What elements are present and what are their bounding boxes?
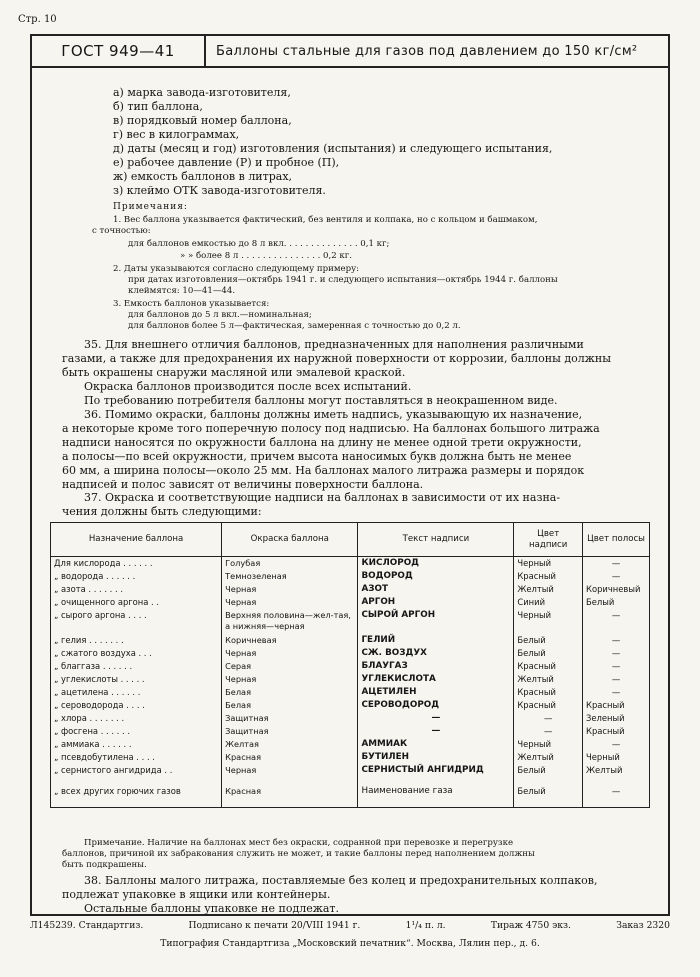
cell-stripe-color: — (583, 686, 650, 699)
cell-stripe-color: Черный (583, 751, 650, 764)
cell-stripe-color: — (583, 570, 650, 583)
cell-letter-color: Белый (514, 764, 583, 777)
paragraph-line: По требованию потребителя баллоны могут поставляться в неокрашенном виде. (84, 394, 558, 407)
cell-paint: Верхняя половина—жел-тая, а нижняя—черная (222, 609, 358, 634)
cell-letter-color: Красный (514, 686, 583, 699)
table-row (51, 712, 650, 725)
cell-letter-color: Синий (514, 596, 583, 609)
cell-stripe-color: Белый (583, 596, 650, 609)
list-item: з) клеймо ОТК завода-изготовителя. (113, 184, 326, 197)
table-row (51, 634, 650, 647)
cell-purpose: „ углекислоты . . . . . (51, 673, 222, 686)
cell-inscription: Наименование газа (358, 777, 514, 807)
table-row (51, 751, 650, 764)
imprint-sheets: 1¹/₄ п. л. (405, 920, 446, 931)
cell-paint: Серая (222, 660, 358, 673)
printer-line: Типография Стандартгиза „Московский печатник“. Москва, Лялин пер., д. 6. (160, 938, 540, 949)
imprint-order: Л145239. Стандартгиз. (30, 920, 144, 931)
paragraph-line: 35. Для внешнего отличия баллонов, предназначенных для наполнения различными (84, 338, 584, 351)
cell-inscription: АРГОН (358, 596, 514, 609)
cell-purpose: „ сероводорода . . . . (51, 699, 222, 712)
imprint-signed: Подписано к печати 20/VIII 1941 г. (188, 920, 361, 931)
cell-stripe-color: — (583, 647, 650, 660)
paragraph-line: а некоторые кроме того поперечную полосу под надписью. На баллонах большого литража (62, 422, 600, 435)
paragraph-line: 38. Баллоны малого литража, поставляемые без колец и предохранительных колпаков, (84, 874, 598, 887)
cell-stripe-color: Красный (583, 725, 650, 738)
table-row (51, 699, 650, 712)
cell-paint: Черная (222, 596, 358, 609)
cell-letter-color: Белый (514, 647, 583, 660)
table-row (51, 725, 650, 738)
table-row (51, 647, 650, 660)
cell-purpose: „ очищенного аргона . . (51, 596, 222, 609)
list-item: в) порядковый номер баллона, (113, 114, 292, 127)
cell-purpose: „ всех других горючих газов (51, 777, 222, 807)
cell-purpose: „ фосгена . . . . . . (51, 725, 222, 738)
list-item: е) рабочее давление (Р) и пробное (П), (113, 156, 340, 169)
cell-paint: Черная (222, 764, 358, 777)
cell-paint: Защитная (222, 712, 358, 725)
cell-purpose: „ водорода . . . . . . (51, 570, 222, 583)
cell-purpose: „ сернистого ангидрида . . (51, 764, 222, 777)
cell-paint: Красная (222, 777, 358, 807)
note-text: Примечание. Наличие на баллонах мест без окраски, содранной при перевозке и перегрузке (84, 838, 514, 848)
cell-paint: Белая (222, 686, 358, 699)
cell-letter-color: Желтый (514, 673, 583, 686)
table-row (51, 570, 650, 583)
cell-letter-color: — (514, 725, 583, 738)
cell-letter-color: Желтый (514, 583, 583, 596)
cell-inscription: ВОДОРОД (358, 570, 514, 583)
note-text: » » более 8 л . . . . . . . . . . . . . . . 0,2 кг. (180, 251, 353, 261)
cell-stripe-color: — (583, 609, 650, 634)
cell-stripe-color: — (583, 660, 650, 673)
table-row (51, 609, 650, 634)
cell-letter-color: — (514, 712, 583, 725)
cylinder-coloring-table (50, 522, 650, 808)
col-header-text: Текст надписи (358, 523, 514, 557)
cell-stripe-color: — (583, 557, 650, 571)
table-row (51, 660, 650, 673)
table-row (51, 583, 650, 596)
cell-letter-color: Красный (514, 570, 583, 583)
notes-heading: Примечания: (113, 202, 188, 212)
cell-purpose: „ псевдобутилена . . . . (51, 751, 222, 764)
paragraph-line: газами, а также для предохранения их наружной поверхности от коррозии, баллоны должны (62, 352, 611, 365)
cell-paint: Белая (222, 699, 358, 712)
cell-paint: Защитная (222, 725, 358, 738)
cell-stripe-color: — (583, 777, 650, 807)
paragraph-line: Остальные баллоны упаковке не подлежат. (84, 902, 340, 915)
list-item: г) вес в килограммах, (113, 128, 240, 141)
table-row (51, 673, 650, 686)
cell-stripe-color: Зеленый (583, 712, 650, 725)
table-row (51, 764, 650, 777)
note-text: при датах изготовления—октябрь 1941 г. и следующего испытания—октябрь 1944 г. баллоны (128, 275, 558, 285)
paragraph-37-line: чения должны быть следующими: (62, 505, 262, 518)
note-text: с точностью: (92, 226, 151, 236)
paragraph-37-line: 37. Окраска и соответствующие надписи на баллонах в зависимости от их назна- (84, 491, 561, 504)
paragraph-line: подлежат упаковке в ящики или контейнеры. (62, 888, 331, 901)
paragraph-line: а полосы—по всей окружности, причем высота наносимых букв должна быть не менее (62, 450, 572, 463)
cell-inscription: АММИАК (358, 738, 514, 751)
list-item: б) тип баллона, (113, 100, 203, 113)
cell-stripe-color: — (583, 673, 650, 686)
table-row (51, 557, 650, 571)
cell-letter-color: Черный (514, 557, 583, 571)
cell-inscription: — (358, 725, 514, 738)
cell-paint: Черная (222, 673, 358, 686)
list-item: д) даты (месяц и год) изготовления (испытания) и следующего испытания, (113, 142, 553, 155)
cell-inscription: ГЕЛИЙ (358, 634, 514, 647)
cell-purpose: „ благгаза . . . . . . (51, 660, 222, 673)
cell-letter-color: Черный (514, 738, 583, 751)
cell-paint: Голубая (222, 557, 358, 571)
list-item: ж) емкость баллонов в литрах, (113, 170, 293, 183)
col-header-paint: Окраска баллона (222, 523, 358, 557)
cell-paint: Черная (222, 647, 358, 660)
cell-letter-color: Желтый (514, 751, 583, 764)
cell-purpose: „ азота . . . . . . . (51, 583, 222, 596)
note-text: 1. Вес баллона указывается фактический, без вентиля и колпака, но с кольцом и башмаком, (113, 215, 538, 225)
document-title: Баллоны стальные для газов под давлением до 150 кг/см² (216, 43, 638, 59)
note-text: баллонов, причиной их забракования служить не может, и такие баллоны перед наполнением должны (62, 849, 535, 859)
cell-inscription: СЕРОВОДОРОД (358, 699, 514, 712)
paragraph-line: Окраска баллонов производится после всех испытаний. (84, 380, 412, 393)
note-text: для баллонов до 5 л вкл.—номинальная; (128, 310, 312, 320)
cell-purpose: „ сырого аргона . . . . (51, 609, 222, 634)
cell-purpose: „ гелия . . . . . . . (51, 634, 222, 647)
cell-purpose: Для кислорода . . . . . . (51, 557, 222, 571)
paragraph-line: надписи наносятся по окружности баллона на длину не менее одной трети окружности, (62, 436, 582, 449)
cell-paint: Красная (222, 751, 358, 764)
note-text: для баллонов более 5 л—фактическая, замеренная с точностью до 0,2 л. (128, 321, 461, 331)
cell-inscription: АЦЕТИЛЕН (358, 686, 514, 699)
cell-purpose: „ аммиака . . . . . . (51, 738, 222, 751)
cell-inscription: УГЛЕКИСЛОТА (358, 673, 514, 686)
table-body (51, 557, 650, 808)
list-item: а) марка завода-изготовителя, (113, 86, 291, 99)
cell-letter-color: Черный (514, 609, 583, 634)
standard-code: ГОСТ 949—41 (32, 36, 206, 66)
col-header-stripe-color: Цвет полосы (583, 523, 650, 557)
cell-inscription: — (358, 712, 514, 725)
cell-purpose: „ ацетилена . . . . . . (51, 686, 222, 699)
page-number: Стр. 10 (18, 14, 57, 25)
cell-stripe-color: Желтый (583, 764, 650, 777)
cell-paint: Черная (222, 583, 358, 596)
cell-stripe-color: — (583, 738, 650, 751)
document-header (30, 34, 670, 68)
note-text: для баллонов емкостью до 8 л вкл. . . . . . . . . . . . . . 0,1 кг; (128, 239, 390, 249)
cell-inscription: БЛАУГАЗ (358, 660, 514, 673)
note-text: 3. Емкость баллонов указывается: (113, 299, 270, 309)
imprint-order-number: Заказ 2320 (616, 920, 670, 931)
note-text: 2. Даты указываются согласно следующему примеру: (113, 264, 360, 274)
table-row (51, 738, 650, 751)
cell-purpose: „ сжатого воздуха . . . (51, 647, 222, 660)
table-row (51, 686, 650, 699)
imprint-circulation: Тираж 4750 экз. (490, 920, 571, 931)
cell-letter-color: Белый (514, 777, 583, 807)
cell-inscription: СЖ. ВОЗДУХ (358, 647, 514, 660)
paragraph-line: быть окрашены снаружи масляной или эмалевой краской. (62, 366, 406, 379)
imprint-line (30, 920, 670, 931)
note-text: клеймятся: 10—41—44. (128, 286, 236, 296)
cell-inscription: СЕРНИСТЫЙ АНГИДРИД (358, 764, 514, 777)
cell-letter-color: Красный (514, 660, 583, 673)
cell-paint: Темнозеленая (222, 570, 358, 583)
cell-stripe-color: — (583, 634, 650, 647)
cell-inscription: КИСЛОРОД (358, 557, 514, 571)
paragraph-line: 36. Помимо окраски, баллоны должны иметь надпись, указывающую их назначение, (84, 408, 583, 421)
cell-stripe-color: Коричневый (583, 583, 650, 596)
paragraph-line: надписей и полос зависят от величины поверхности баллона. (62, 478, 424, 491)
cell-stripe-color: Красный (583, 699, 650, 712)
col-header-purpose: Назначение баллона (51, 523, 222, 557)
note-text: быть подкрашены. (62, 860, 147, 870)
table-row (51, 596, 650, 609)
cell-letter-color: Белый (514, 634, 583, 647)
table-header-row (51, 523, 650, 557)
cell-paint: Желтая (222, 738, 358, 751)
cell-inscription: БУТИЛЕН (358, 751, 514, 764)
col-header-letter-color: Цвет надписи (514, 523, 583, 557)
cell-paint: Коричневая (222, 634, 358, 647)
cell-inscription: АЗОТ (358, 583, 514, 596)
paragraph-line: 60 мм, а ширина полосы—около 25 мм. На баллонах малого литража размеры и порядок (62, 464, 585, 477)
table-row (51, 777, 650, 807)
cell-letter-color: Красный (514, 699, 583, 712)
cell-inscription: СЫРОЙ АРГОН (358, 609, 514, 634)
cell-purpose: „ хлора . . . . . . . (51, 712, 222, 725)
